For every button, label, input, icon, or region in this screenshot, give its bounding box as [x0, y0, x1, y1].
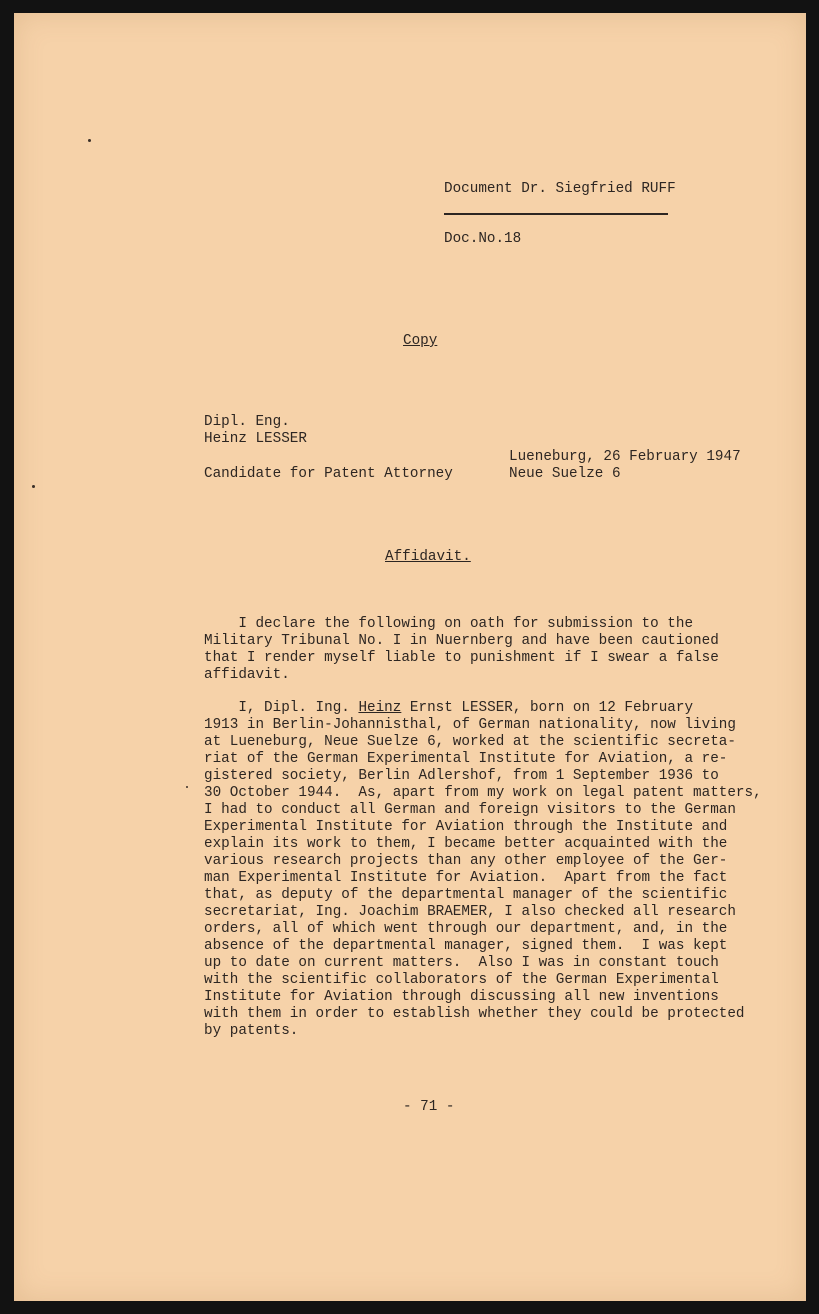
text-line: absence of the departmental manager, signed them. I was kept — [204, 938, 728, 954]
underlined-name: Heinz — [358, 700, 402, 716]
sender-name: Heinz LESSER — [204, 431, 307, 447]
sender-address: Neue Suelze 6 — [509, 466, 621, 482]
text-line: affidavit. — [204, 667, 290, 683]
text-line: Military Tribunal No. I in Nuernberg and have been cautioned — [204, 633, 719, 649]
sender-degree: Dipl. Eng. — [204, 414, 290, 430]
text-line: up to date on current matters. Also I was in constant touch — [204, 955, 719, 971]
text-line: man Experimental Institute for Aviation. Apart from the fact — [204, 870, 728, 886]
document-title: Document Dr. Siegfried RUFF — [444, 181, 676, 197]
title-underline-rule — [444, 213, 668, 215]
doc-number: Doc.No.18 — [444, 231, 522, 247]
copy-label: Copy — [403, 333, 438, 349]
text-line: that, as deputy of the departmental manager of the scientific — [204, 887, 728, 903]
text-line-first — [204, 700, 693, 717]
place-date: Lueneburg, 26 February 1947 — [509, 449, 741, 465]
text-segment: Ernst LESSER, born on 12 February — [401, 700, 694, 716]
text-line: at Lueneburg, Neue Suelze 6, worked at the scientific secreta- — [204, 734, 736, 750]
text-line: 1913 in Berlin-Johannisthal, of German nationality, now living — [204, 717, 736, 733]
document-page — [14, 13, 806, 1301]
text-line: 30 October 1944. As, apart from my work on legal patent matters, — [204, 785, 762, 801]
text-line: Institute for Aviation through discussing all new inventions — [204, 989, 719, 1005]
text-line: with them in order to establish whether they could be protected — [204, 1006, 745, 1022]
text-line: orders, all of which went through our department, and, in the — [204, 921, 728, 937]
text-line: by patents. — [204, 1023, 299, 1039]
text-line: with the scientific collaborators of the German Experimental — [204, 972, 719, 988]
text-line: secretariat, Ing. Joachim BRAEMER, I also checked all research — [204, 904, 736, 920]
text-line: I had to conduct all German and foreign visitors to the German — [204, 802, 736, 818]
text-line: gistered society, Berlin Adlershof, from 1 September 1936 to — [204, 768, 719, 784]
text-line: I declare the following on oath for submission to the — [204, 616, 694, 632]
paper-speck — [186, 786, 188, 788]
text-line: that I render myself liable to punishment if I swear a false — [204, 650, 719, 666]
text-line: riat of the German Experimental Institute for Aviation, a re- — [204, 751, 728, 767]
page-number: - 71 - — [403, 1099, 455, 1115]
text-line: explain its work to them, I became better acquainted with the — [204, 836, 728, 852]
text-segment: I, Dipl. Ing. — [204, 700, 359, 716]
text-line: Experimental Institute for Aviation through the Institute and — [204, 819, 728, 835]
sender-title: Candidate for Patent Attorney — [204, 466, 453, 482]
paper-speck — [32, 485, 35, 488]
text-line: various research projects than any other employee of the Ger- — [204, 853, 728, 869]
affidavit-heading: Affidavit. — [385, 549, 471, 565]
paper-speck — [88, 139, 91, 142]
